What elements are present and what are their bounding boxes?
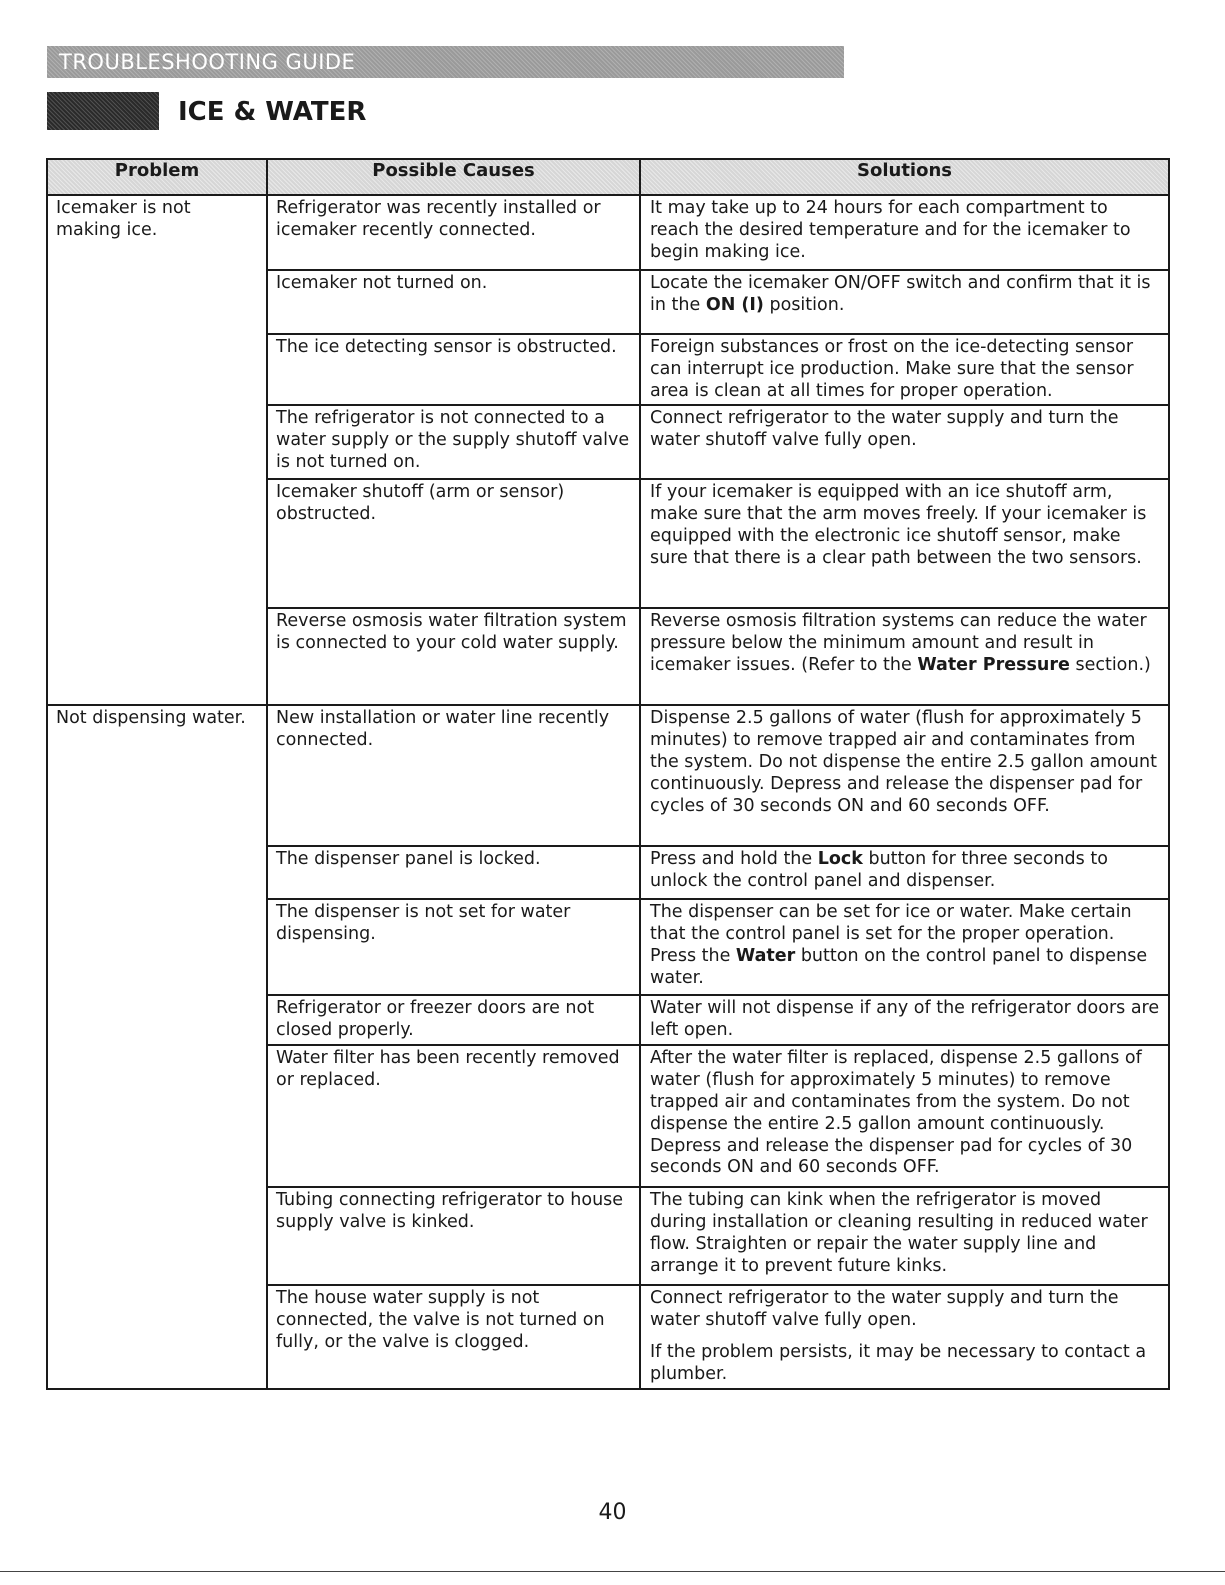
table-row — [47, 705, 1169, 846]
table-header-row — [47, 159, 1169, 195]
cause-cell: Water filter has been recently removed or replaced. — [267, 1045, 640, 1187]
solution-cell — [640, 846, 1169, 899]
troubleshooting-table — [46, 158, 1170, 1390]
solution-cell: Dispense 2.5 gallons of water (flush for approximately 5 minutes) to remove trapped air and contaminates from the system. Do not dispense the entire 2.5 gallon amount continuously. Depress and release the dispenser pad for cycles of 30 seconds ON and 60 seconds OFF. — [640, 705, 1169, 846]
column-header-problem: Problem — [47, 159, 267, 195]
cause-cell: The ice detecting sensor is obstructed. — [267, 334, 640, 405]
table-row — [47, 195, 1169, 270]
column-header-solutions: Solutions — [640, 159, 1169, 195]
solution-text: If the problem persists, it may be necessary to contact a plumber. — [650, 1341, 1147, 1384]
cause-cell: Refrigerator or freezer doors are not closed properly. — [267, 995, 640, 1045]
cause-cell: The refrigerator is not connected to a water supply or the supply shutoff valve is not turned on. — [267, 405, 640, 479]
solution-keyword: Lock — [817, 849, 863, 870]
solution-cell: If your icemaker is equipped with an ice shutoff arm, make sure that the arm moves freely. If your icemaker is equipped with the electronic ice shutoff sensor, make sure that there is a clear path between the two sensors. — [640, 479, 1169, 608]
solution-text: button for three seconds to unlock the control panel and dispenser. — [650, 849, 1108, 892]
solution-text: section.) — [1069, 654, 1151, 675]
section-marker-block — [47, 92, 159, 130]
solution-text: Connect refrigerator to the water supply and turn the water shutoff valve fully open. — [650, 1288, 1119, 1331]
solution-cell: After the water filter is replaced, dispense 2.5 gallons of water (flush for approximately 5 minutes) to remove trapped air and contaminates from the system. Do not dispense the entire 2.5 gallon amount continuously. Depress and release the dispenser pad for cycles of 30 seconds ON and 60 seconds OFF. — [640, 1045, 1169, 1187]
solution-cell — [640, 608, 1169, 705]
solution-cell: The tubing can kink when the refrigerator is moved during installation or cleaning resulting in reduced water flow. Straighten or repair the water supply line and arrange it to prevent future kinks. — [640, 1187, 1169, 1285]
solution-cell — [640, 1285, 1169, 1389]
solution-text: Press and hold the — [650, 849, 818, 870]
bottom-divider — [0, 1571, 1225, 1572]
cause-cell: The house water supply is not connected, the valve is not turned on fully, or the valve is clogged. — [267, 1285, 640, 1389]
guide-title-banner — [47, 46, 844, 78]
solution-cell: It may take up to 24 hours for each compartment to reach the desired temperature and for the icemaker to begin making ice. — [640, 195, 1169, 270]
solution-text: Reverse osmosis filtration systems can reduce the water pressure below the minimum amount and result in icemaker issues. (Refer to the — [650, 611, 1147, 675]
solution-cell: Connect refrigerator to the water supply and turn the water shutoff valve fully open. — [640, 405, 1169, 479]
cause-cell: Tubing connecting refrigerator to house supply valve is kinked. — [267, 1187, 640, 1285]
problem-cell: Icemaker is not making ice. — [47, 195, 267, 705]
section-title: ICE & WATER — [178, 97, 367, 127]
solution-cell — [640, 899, 1169, 995]
guide-title: TROUBLESHOOTING GUIDE — [59, 50, 356, 74]
solution-text: Locate the icemaker ON/OFF switch and confirm that it is in the — [650, 273, 1151, 315]
solution-keyword: Water Pressure — [917, 654, 1070, 675]
cause-cell: Icemaker not turned on. — [267, 270, 640, 334]
solution-keyword: ON (I) — [705, 294, 764, 315]
cause-cell: Reverse osmosis water filtration system is connected to your cold water supply. — [267, 608, 640, 705]
solution-text: position. — [763, 294, 845, 315]
cause-cell: The dispenser panel is locked. — [267, 846, 640, 899]
cause-cell: The dispenser is not set for water dispensing. — [267, 899, 640, 995]
solution-cell: Foreign substances or frost on the ice-detecting sensor can interrupt ice production. Make sure that the sensor area is clean at all times for proper operation. — [640, 334, 1169, 405]
solution-text: The dispenser can be set for ice or water. Make certain that the control panel is set for the proper operation. Press the — [650, 902, 1132, 966]
page-number: 40 — [598, 1500, 627, 1525]
problem-cell: Not dispensing water. — [47, 705, 267, 1389]
column-header-causes: Possible Causes — [267, 159, 640, 195]
cause-cell: Refrigerator was recently installed or icemaker recently connected. — [267, 195, 640, 270]
cause-cell: Icemaker shutoff (arm or sensor) obstructed. — [267, 479, 640, 608]
cause-cell: New installation or water line recently connected. — [267, 705, 640, 846]
solution-cell: Water will not dispense if any of the refrigerator doors are left open. — [640, 995, 1169, 1045]
solution-text: button on the control panel to dispense water. — [650, 945, 1148, 988]
solution-cell — [640, 270, 1169, 334]
solution-keyword: Water — [735, 945, 796, 966]
